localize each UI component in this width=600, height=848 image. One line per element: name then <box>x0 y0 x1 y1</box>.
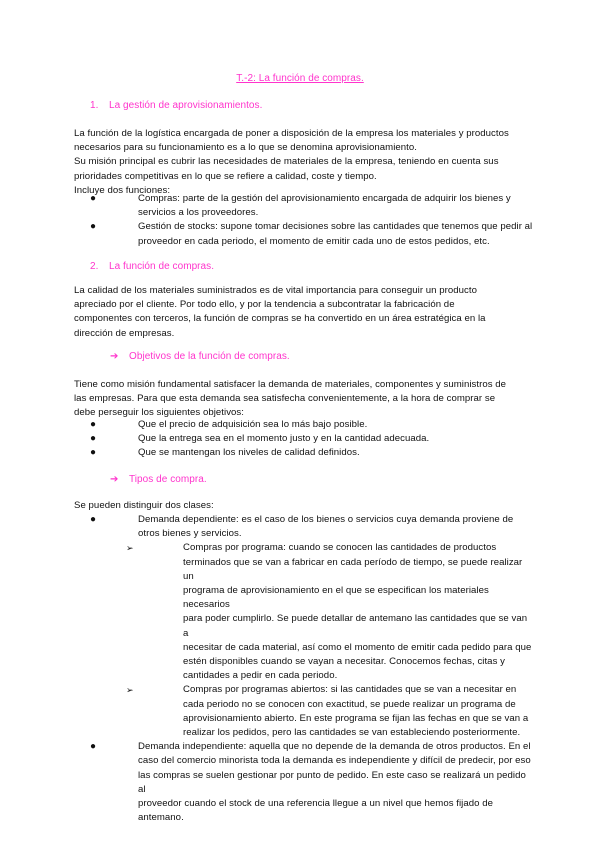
text-line: Demanda dependiente: es el caso de los bienes o servicios cuya demanda proviene de <box>138 514 514 525</box>
text-line: terminados que se van a fabricar en cada período de tiempo, se puede realizar un <box>183 556 523 582</box>
text-line: Que se mantengan los niveles de calidad definidos. <box>138 447 360 459</box>
list-item-demanda-independiente <box>74 740 534 825</box>
list-item-demanda-dependiente <box>74 513 534 541</box>
section-1-title: La gestión de aprovisionamientos. <box>109 100 263 111</box>
text-line: La calidad de los materiales suministrados es de vital importancia para conseguir un producto <box>74 285 478 296</box>
bullet-icon: ● <box>90 741 97 753</box>
section-2-title: La función de compras. <box>109 261 215 272</box>
text-line: necesarios para su funcionamiento es a lo que se denomina aprovisionamiento. <box>74 142 417 154</box>
text-line: cada periodo no se conocen con exactitud, se puede realizar un programa de <box>183 698 516 710</box>
list-item <box>74 418 534 432</box>
text-line: estén disponibles cuando se vayan a necesitar. Conocemos fechas, citas y <box>183 656 505 668</box>
section-2-number: 2. <box>90 261 99 272</box>
objetivos-heading <box>110 351 290 362</box>
bullet-icon: ● <box>90 419 97 430</box>
arrow-right-icon: ➔ <box>110 351 119 362</box>
text-line: apreciado por el cliente. Por todo ello, y por la tendencia a subcontratar la fabricación de <box>74 299 455 311</box>
sub-list-item-programas-abiertos <box>74 683 534 740</box>
list-item <box>74 220 534 248</box>
section-1-paragraph <box>74 127 534 198</box>
bullet-icon: ● <box>90 447 97 459</box>
arrow-right-icon: ➔ <box>110 474 119 485</box>
tipos-heading <box>110 474 207 485</box>
objetivos-paragraph <box>74 378 534 421</box>
tipos-title: Tipos de compra. <box>129 474 207 485</box>
objetivos-title: Objetivos de la función de compras. <box>129 351 290 362</box>
text-line: antemano. <box>138 812 184 824</box>
text-line: proveedor en cada periodo, el momento de emitir cada uno de estos pedidos, etc. <box>138 235 490 247</box>
text-line: las empresas. Para que esta demanda sea satisfecha convenientemente, a la hora de comprar se <box>74 393 496 405</box>
list-item <box>74 192 534 220</box>
section-2-heading <box>90 261 214 272</box>
text-line: Tiene como misión fundamental satisfacer la demanda de materiales, componentes y suministros de <box>74 379 507 390</box>
text-line: Su misión principal es cubrir las necesidades de materiales de la empresa, teniendo en cuenta sus <box>74 156 499 168</box>
section-1-number: 1. <box>90 100 99 111</box>
text-line: realizar los pedidos, pero las cantidades se van estableciendo posteriormente. <box>183 727 521 739</box>
text-line: necesitar de cada material, así como el momento de emitir cada pedido para que <box>183 641 532 653</box>
text-line: servicios a los proveedores. <box>138 207 259 219</box>
bullet-icon: ● <box>90 514 97 525</box>
text-line: programa de aprovisionamiento en el que se especifican los materiales necesarios <box>183 585 489 611</box>
text-line: caso del comercio minorista toda la demanda es independiente y difícil de predecir, por eso <box>138 755 531 767</box>
text-line: Compras por programa: cuando se conocen las cantidades de productos <box>183 542 497 554</box>
section-1-heading <box>90 100 262 111</box>
text-line: componentes con terceros, la función de compras se ha convertido en un área estratégica en la <box>74 313 486 325</box>
text-line: para poder cumplirlo. Se puede detallar de antemano las cantidades que se van a <box>183 613 528 639</box>
list-item <box>74 446 534 460</box>
text-line: Incluye dos funciones: <box>74 184 171 196</box>
section-1-bullet-list <box>74 192 534 249</box>
text-line: Gestión de stocks: supone tomar decisiones sobre las cantidades que tenemos que pedir al <box>138 221 533 233</box>
bullet-icon: ● <box>90 193 97 204</box>
text-line: debe perseguir los siguientes objetivos: <box>74 407 244 419</box>
text-line: Compras por programas abiertos: si las cantidades que se van a necesitar en <box>183 684 517 696</box>
objetivos-bullet-list <box>74 418 534 461</box>
document-title: T.-2: La función de compras. <box>236 73 364 84</box>
sub-list-item-compras-por-programa <box>74 541 534 683</box>
text-line: Se pueden distinguir dos clases: <box>74 500 214 511</box>
text-line: las compras se suelen gestionar por punto de pedido. En este caso se realizará un pedido al <box>138 769 526 795</box>
bullet-icon: ● <box>90 433 97 445</box>
bullet-icon: ● <box>90 221 97 233</box>
text-line: La función de la logística encargada de poner a disposición de la empresa los materiales y productos <box>74 128 509 139</box>
text-line: otros bienes y servicios. <box>138 528 242 540</box>
tipos-intro <box>74 499 534 513</box>
text-line: dirección de empresas. <box>74 327 175 339</box>
tipos-bullet-list <box>74 513 534 825</box>
text-line: Que el precio de adquisición sea lo más bajo posible. <box>138 419 368 430</box>
text-line: Demanda independiente: aquella que no depende de la demanda de otros productos. En el <box>138 741 531 753</box>
text-line: prioridades competitivas en lo que se refiere a calidad, coste y tiempo. <box>74 170 377 182</box>
text-line: aprovisionamiento abierto. En este programa se fijan las fechas en que se van a <box>183 712 529 724</box>
section-2-paragraph <box>74 284 534 341</box>
list-item <box>74 432 534 446</box>
text-line: Compras: parte de la gestión del aprovisionamiento encargada de adquirir los bienes y <box>138 193 511 204</box>
arrowhead-bullet-icon: ➢ <box>126 685 134 696</box>
text-line: cantidades a pedir en cada periodo. <box>183 670 338 682</box>
arrowhead-bullet-icon: ➢ <box>126 543 134 554</box>
text-line: proveedor cuando el stock de una referencia llegue a un nivel que hemos fijado de <box>138 798 493 810</box>
text-line: Que la entrega sea en el momento justo y en la cantidad adecuada. <box>138 433 430 445</box>
